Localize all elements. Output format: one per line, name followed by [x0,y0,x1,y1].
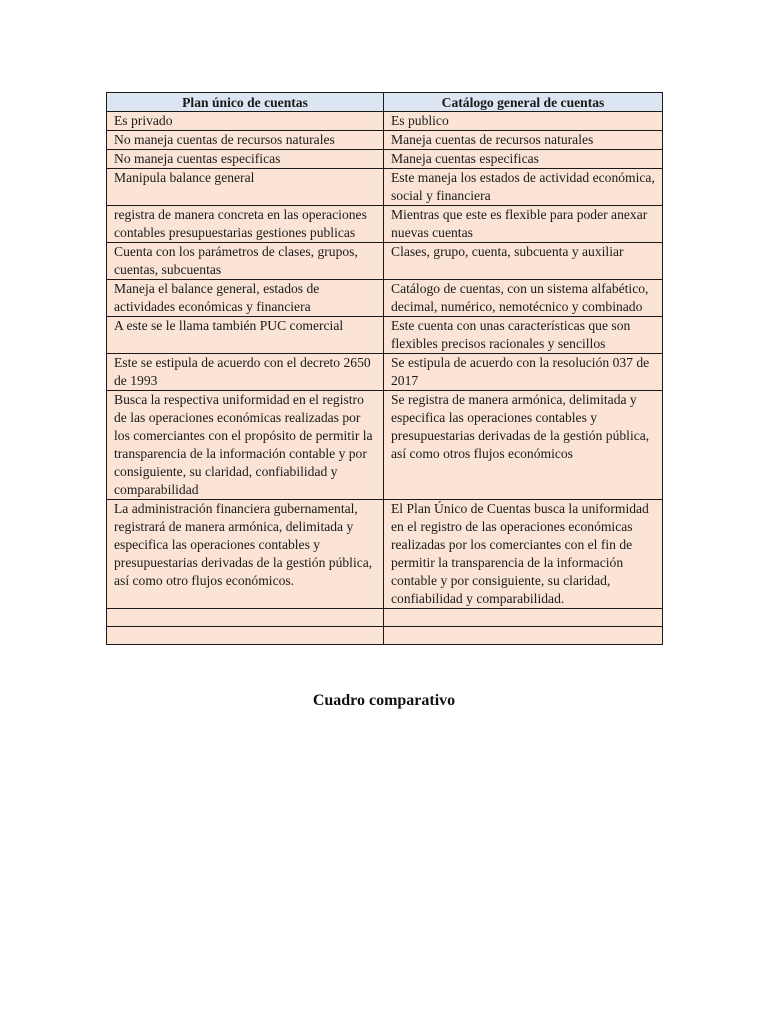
table-row [107,391,663,500]
table-cell: La administración financiera gubernamental, registrará de manera armónica, delimitada y especifica las operaciones contables y presupuestarias derivadas de la gestión pública, así como otro flujos económicos. [107,500,384,609]
table-cell: Maneja el balance general, estados de actividades económicas y financiera [107,280,384,317]
table-row [107,500,663,609]
column-header-plan-unico: Plan único de cuentas [107,93,384,112]
table-cell: No maneja cuentas especificas [107,150,384,169]
table-cell [107,609,384,627]
table-cell: Es privado [107,112,384,131]
table-cell: Clases, grupo, cuenta, subcuenta y auxiliar [384,243,663,280]
table-row [107,150,663,169]
table-cell: Cuenta con los parámetros de clases, grupos, cuentas, subcuentas [107,243,384,280]
table-cell: A este se le llama también PUC comercial [107,317,384,354]
empty-table-row [107,627,663,645]
table-cell: Busca la respectiva uniformidad en el registro de las operaciones económicas realizadas por los comerciantes con el propósito de permitir la transparencia de la información contable y por consiguiente, su claridad, confiabilidad y comparabilidad [107,391,384,500]
table-cell: Es publico [384,112,663,131]
table-cell [384,627,663,645]
table-cell: Mientras que este es flexible para poder anexar nuevas cuentas [384,206,663,243]
table-row [107,131,663,150]
table-cell: El Plan Único de Cuentas busca la uniformidad en el registro de las operaciones económicas realizadas por los comerciantes con el fin de permitir la transparencia de la información contable y por consiguiente, su claridad, confiabilidad y comparabilidad. [384,500,663,609]
table-cell: registra de manera concreta en las operaciones contables presupuestarias gestiones publicas [107,206,384,243]
table-cell: No maneja cuentas de recursos naturales [107,131,384,150]
table-row [107,112,663,131]
table-row [107,243,663,280]
header-row [107,93,663,112]
table-cell: Este maneja los estados de actividad económica, social y financiera [384,169,663,206]
table-body [107,112,663,645]
table-cell: Maneja cuentas de recursos naturales [384,131,663,150]
table-cell: Se estipula de acuerdo con la resolución 037 de 2017 [384,354,663,391]
table-cell: Maneja cuentas especificas [384,150,663,169]
table-cell: Catálogo de cuentas, con un sistema alfabético, decimal, numérico, nemotécnico y combinado [384,280,663,317]
table-cell [107,627,384,645]
table-row [107,169,663,206]
column-header-catalogo-general: Catálogo general de cuentas [384,93,663,112]
table-row [107,206,663,243]
table-row [107,317,663,354]
table-row [107,354,663,391]
table-cell: Este se estipula de acuerdo con el decreto 2650 de 1993 [107,354,384,391]
empty-table-row [107,609,663,627]
table-row [107,280,663,317]
table-caption: Cuadro comparativo [312,692,456,709]
table-cell: Manipula balance general [107,169,384,206]
comparison-table [106,92,663,645]
table-cell: Se registra de manera armónica, delimitada y especifica las operaciones contables y presupuestarias derivadas de la gestión pública, así como otros flujos económicos [384,391,663,500]
table-header [107,93,663,112]
table-cell: Este cuenta con unas características que son flexibles precisos racionales y sencillos [384,317,663,354]
table-cell [384,609,663,627]
